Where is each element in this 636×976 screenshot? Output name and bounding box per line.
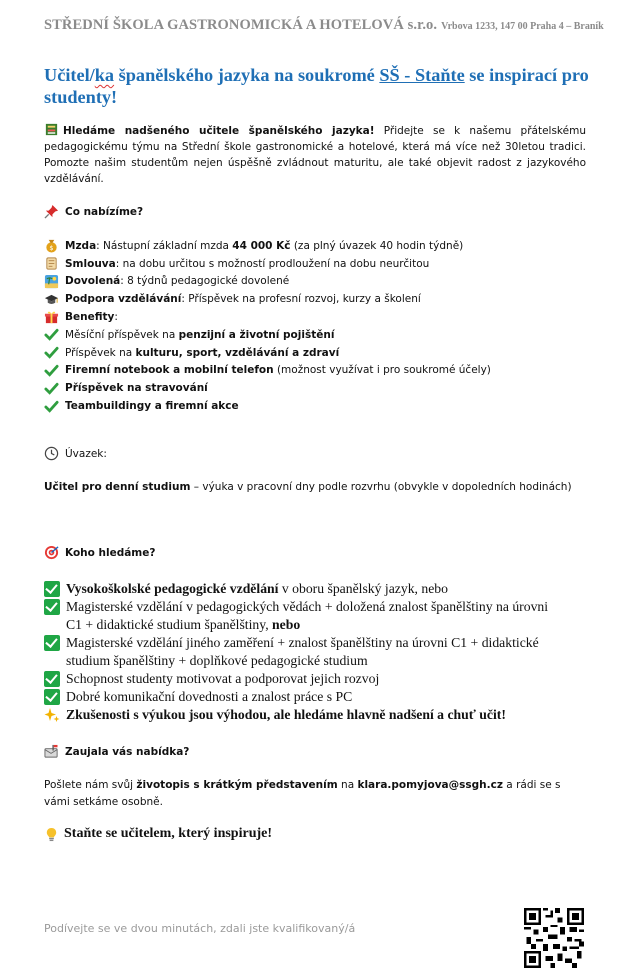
offer-vacation <box>44 273 604 291</box>
education-text: : Příspěvek na profesní rozvoj, kurzy a školení <box>181 293 421 306</box>
benefit-bold: kulturu, sport, vzdělávání a zdraví <box>135 346 340 359</box>
salary-amount: 44 000 Kč <box>232 239 291 252</box>
contact-heading-text: Zaujala vás nabídka? <box>65 745 190 758</box>
qr-code-icon[interactable] <box>524 908 584 968</box>
check-box-icon <box>44 599 60 615</box>
offer-salary <box>44 237 604 255</box>
benefit-bold: penzijní a životní pojištění <box>178 328 335 341</box>
requirement-item <box>44 670 584 688</box>
benefit-item <box>44 326 604 344</box>
light-bulb-icon <box>44 827 59 842</box>
letterhead <box>44 16 614 34</box>
benefit-bold: Příspěvek na stravování <box>65 382 208 395</box>
benefit-text: (možnost využívat i pro soukromé účely) <box>273 364 491 377</box>
requirements-list <box>44 580 584 724</box>
workload-label: Úvazek: <box>65 447 107 460</box>
requirement-text: Schopnost studenty motivovat a podporovat jejich rozvoj <box>66 671 380 686</box>
vacation-text: : 8 týdnů pedagogické dovolené <box>120 275 290 288</box>
workload-label-row <box>44 445 107 463</box>
contact-text: a rádi se s vámi setkáme osobně. <box>44 779 561 808</box>
scroll-icon <box>44 256 59 271</box>
benefits-colon: : <box>114 311 118 324</box>
requirement-text: Dobré komunikační dovednosti a znalost práce s PC <box>66 689 353 704</box>
offer-education <box>44 290 604 308</box>
offer-heading-text: Co nabízíme? <box>65 205 144 218</box>
education-label: Podpora vzdělávání <box>65 293 182 306</box>
check-box-icon <box>44 635 60 651</box>
check-box-icon <box>44 671 60 687</box>
sparkles-icon <box>44 707 60 723</box>
target-icon <box>44 545 59 560</box>
seeking-heading-text: Koho hledáme? <box>65 546 156 559</box>
check-box-icon <box>44 581 60 597</box>
salary-post: (za plný úvazek 40 hodin týdně) <box>290 239 464 252</box>
requirement-bold: nebo <box>272 617 301 632</box>
title-part: Učitel/ <box>44 65 95 85</box>
benefit-text: Příspěvek na <box>65 346 136 359</box>
intro-bold: Hledáme nadšeného učitele španělského jazyka! <box>63 125 375 137</box>
benefit-item <box>44 397 604 415</box>
workload-detail <box>44 481 572 493</box>
school-name: STŘEDNÍ ŠKOLA GASTRONOMICKÁ A HOTELOVÁ s.r.o. <box>44 17 438 33</box>
closing-line <box>44 826 272 842</box>
check-box-icon <box>44 689 60 705</box>
requirement-text: Magisterské vzdělání v pedagogických vědách + doložená znalost španělštiny na úrovni <box>66 599 549 614</box>
contract-text: : na dobu určitou s možností prodloužení na dobu neurčitou <box>115 257 430 270</box>
check-mark-icon <box>44 381 59 396</box>
benefit-item <box>44 344 604 362</box>
requirement-item <box>44 598 584 634</box>
graduation-cap-icon <box>44 292 59 307</box>
requirement-text: v oboru španělský jazyk, nebo <box>278 581 448 596</box>
requirement-bold: Zkušenosti s výukou jsou výhodou, ale hledáme hlavně nadšení a chuť učit! <box>66 707 506 722</box>
seeking-heading <box>44 545 155 560</box>
requirement-text: C1 + didaktické studium španělštiny, <box>66 617 273 632</box>
offer-list <box>44 237 604 415</box>
requirement-item <box>44 706 584 724</box>
contact-paragraph <box>44 777 564 811</box>
check-mark-icon <box>44 327 59 342</box>
requirement-item <box>44 580 584 598</box>
intro-paragraph <box>44 122 586 187</box>
vacation-label: Dovolená <box>65 275 121 288</box>
contact-email-link[interactable]: klara.pomyjova@ssgh.cz <box>357 779 503 791</box>
intro-text: Přidejte se k našemu přátelskému pedagogickému týmu na Střední škole gastronomické a hotelové, která má více než 30letou tradici. Pomozte našim studentům nejen úspěšně zvládnout maturitu, ale také objevit radost z jazykového vzdělávání. <box>44 125 586 185</box>
benefit-bold: Firemní notebook a mobilní telefon <box>65 364 274 377</box>
requirement-text: Magisterské vzdělání jiného zaměření + znalost španělštiny na úrovni C1 + didaktické <box>66 635 539 650</box>
check-mark-icon <box>44 363 59 378</box>
title-part-misspelled: ka <box>94 65 115 85</box>
book-icon <box>44 122 59 137</box>
school-address: Vrbova 1233, 147 00 Praha 4 – Braník <box>441 21 604 32</box>
benefit-item <box>44 379 604 397</box>
benefits-label: Benefity <box>65 311 115 324</box>
contract-label: Smlouva <box>65 257 116 270</box>
offer-contract <box>44 255 604 273</box>
workload-text: – výuka v pracovní dny podle rozvrhu (obvykle v dopoledních hodinách) <box>190 481 572 493</box>
contact-cv: životopis s krátkým představením <box>136 779 338 791</box>
clock-icon <box>44 446 59 461</box>
requirement-item <box>44 634 584 670</box>
contact-text: na <box>337 779 358 791</box>
salary-label: Mzda <box>65 239 97 252</box>
check-mark-icon <box>44 345 59 360</box>
footer-text: Podívejte se ve dvou minutách, zdali jste kvalifikovaný/á <box>44 922 356 935</box>
svg-text:$: $ <box>49 244 54 253</box>
money-bag-icon <box>44 238 59 253</box>
offer-benefits <box>44 308 604 326</box>
gift-icon <box>44 310 59 325</box>
check-mark-icon <box>44 399 59 414</box>
beach-icon <box>44 274 59 289</box>
pushpin-icon <box>44 204 59 219</box>
mailbox-icon <box>44 744 59 759</box>
requirement-bold: Vysokoškolské pedagogické vzdělání <box>66 581 279 596</box>
requirement-item <box>44 688 584 706</box>
title-part: španělského jazyka na soukromé <box>114 65 380 85</box>
salary-pre: : Nástupní základní mzda <box>96 239 233 252</box>
title-link[interactable]: SŠ - Staňte <box>379 65 465 85</box>
contact-heading <box>44 744 189 759</box>
requirement-text: studium španělštiny + doplňkové pedagogické studium <box>66 653 368 668</box>
contact-text: Pošlete nám svůj <box>44 779 137 791</box>
workload-bold: Učitel pro denní studium <box>44 481 191 493</box>
benefit-text: Měsíční příspěvek na <box>65 328 179 341</box>
benefit-bold: Teambuildingy a firemní akce <box>65 400 239 413</box>
offer-heading <box>44 204 143 219</box>
closing-text: Staňte se učitelem, který inspiruje! <box>64 826 273 841</box>
job-title <box>44 64 604 108</box>
title-part: se inspirací pro studenty! <box>44 65 589 107</box>
benefit-item <box>44 362 604 380</box>
